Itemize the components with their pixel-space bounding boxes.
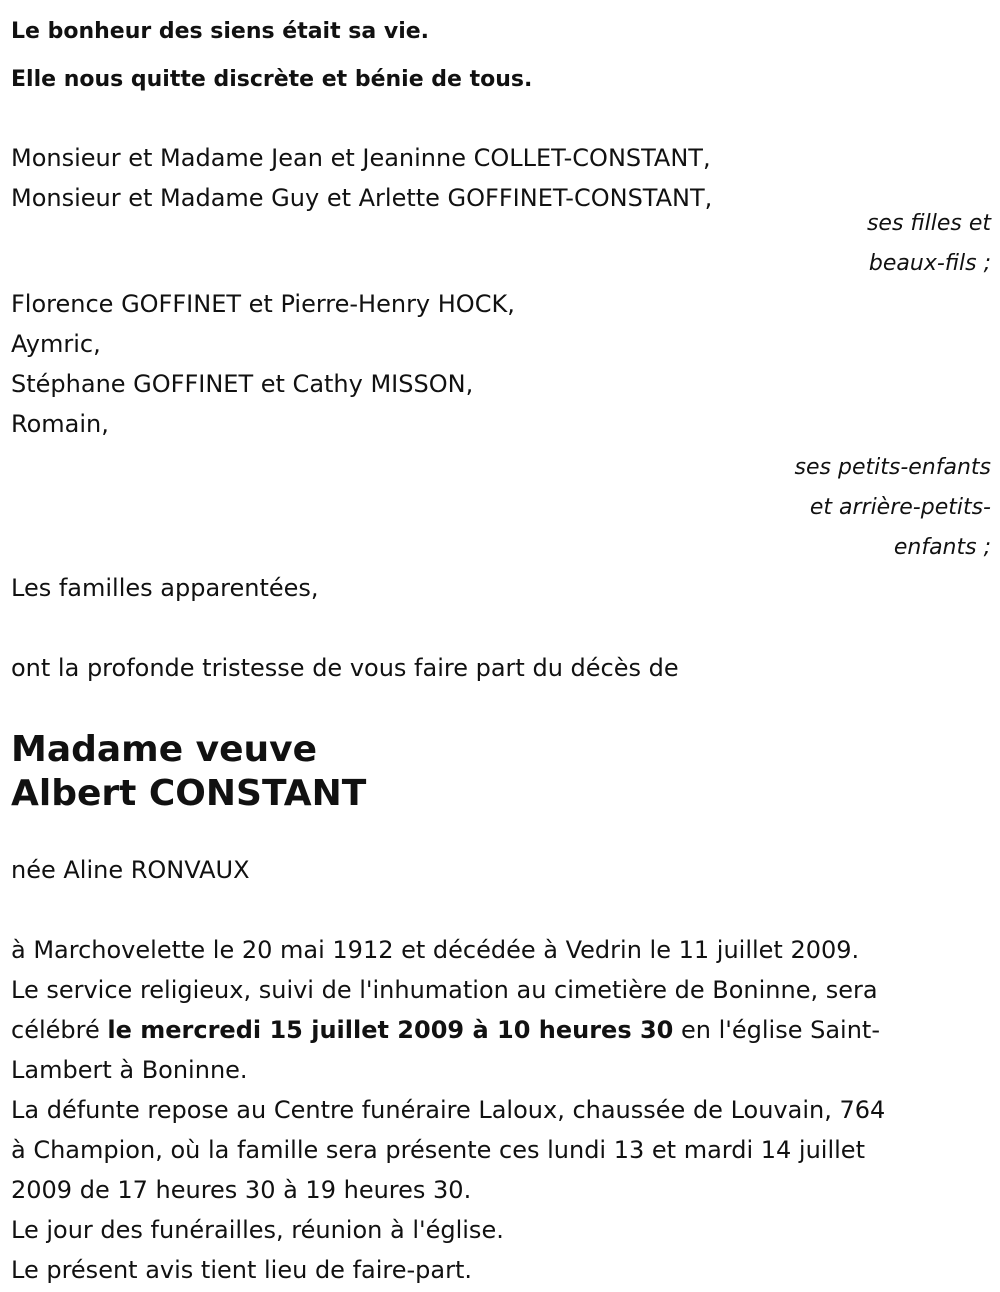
service-date: le mercredi 15 juillet 2009 à 10 heures 30 (107, 1016, 674, 1044)
details-line: Le jour des funérailles, réunion à l'église. (11, 1216, 504, 1244)
daughters-group (11, 138, 991, 284)
details-line: Le présent avis tient lieu de faire-part. (11, 1256, 473, 1284)
epigraph-line: Elle nous quitte discrète et bénie de tous. (11, 67, 533, 92)
birth-name: née Aline RONVAUX (11, 856, 250, 884)
related-families: Les familles apparentées, (11, 574, 319, 602)
epigraph (11, 8, 991, 104)
announcement-text: ont la profonde tristesse de vous faire part du décès de (11, 654, 679, 682)
details-text: en l'église Saint- (673, 1016, 880, 1044)
relation-label: et arrière-petits- (809, 495, 991, 520)
relation-label: ses filles et (866, 211, 991, 236)
family-name-line: Romain, (11, 410, 109, 438)
family-name-line: Monsieur et Madame Jean et Jeaninne COLLET-CONSTANT, (11, 144, 711, 172)
details-line: à Champion, où la famille sera présente ces lundi 13 et mardi 14 juillet (11, 1136, 865, 1164)
deceased-name (11, 728, 991, 816)
deceased-fullname: Albert CONSTANT (11, 773, 367, 814)
relation-label: ses petits-enfants (794, 455, 991, 480)
details-text: célébré (11, 1016, 108, 1044)
funeral-details (11, 930, 991, 1290)
details-line: La défunte repose au Centre funéraire Laloux, chaussée de Louvain, 764 (11, 1096, 886, 1124)
details-line: à Marchovelette le 20 mai 1912 et décédée à Vedrin le 11 juillet 2009. (11, 936, 860, 964)
relation-label: beaux-fils ; (868, 251, 991, 276)
relation-label: enfants ; (893, 535, 991, 560)
details-line (11, 1010, 991, 1050)
family-name-line: Aymric, (11, 330, 101, 358)
details-line: Le service religieux, suivi de l'inhumation au cimetière de Boninne, sera (11, 976, 878, 1004)
grandchildren-group (11, 284, 991, 568)
obituary-notice (11, 8, 991, 1290)
details-line: 2009 de 17 heures 30 à 19 heures 30. (11, 1176, 472, 1204)
family-name-line: Stéphane GOFFINET et Cathy MISSON, (11, 370, 474, 398)
family-name-line: Florence GOFFINET et Pierre-Henry HOCK, (11, 290, 515, 318)
epigraph-line: Le bonheur des siens était sa vie. (11, 19, 430, 44)
deceased-title: Madame veuve (11, 729, 318, 770)
family-name-line: Monsieur et Madame Guy et Arlette GOFFINET-CONSTANT, (11, 184, 713, 212)
details-line: Lambert à Boninne. (11, 1056, 248, 1084)
